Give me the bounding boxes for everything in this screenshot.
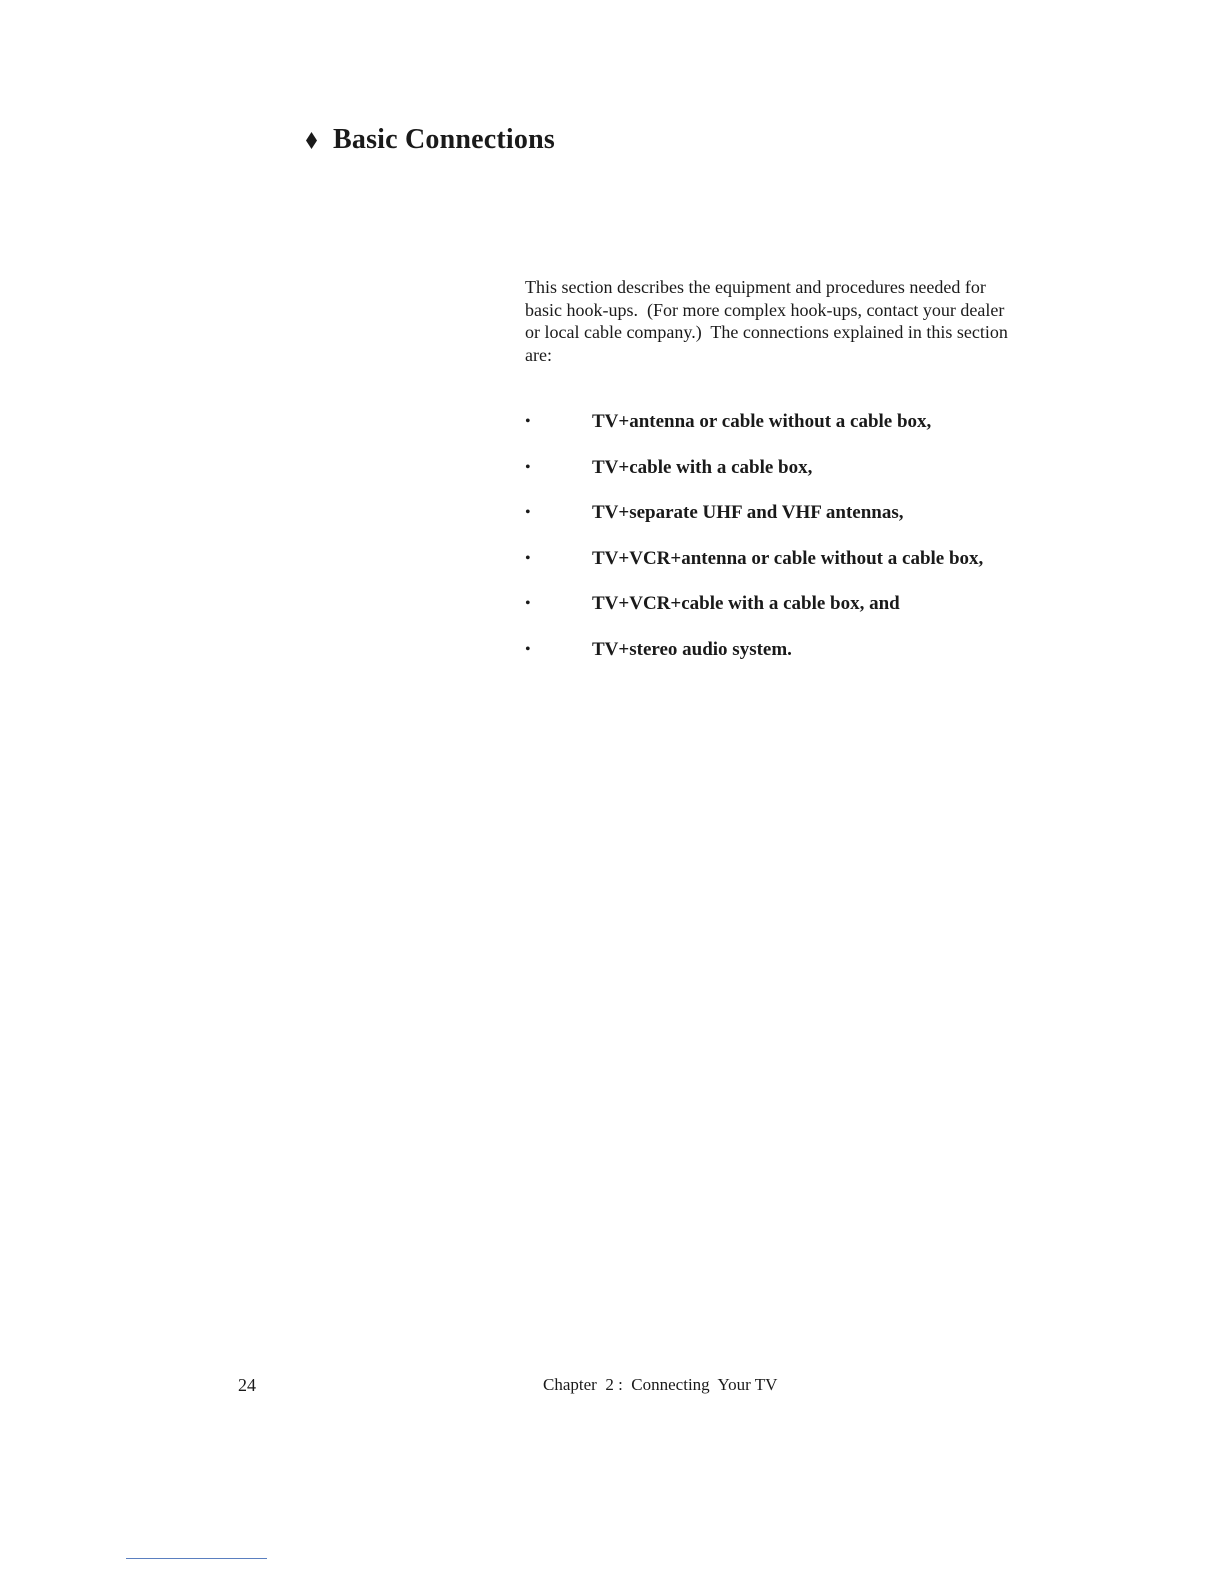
list-item-text: TV+antenna or cable without a cable box, (592, 411, 932, 432)
chapter-footer: Chapter 2 : Connecting Your TV (543, 1375, 778, 1394)
intro-paragraph (525, 276, 1115, 366)
intro-line: are: (525, 344, 552, 365)
list-item (525, 500, 1125, 546)
list-item-text: TV+separate UHF and VHF antennas, (592, 502, 904, 523)
list-item (525, 409, 1125, 455)
bottom-rule (126, 1558, 267, 1559)
intro-line: or local cable company.) The connections explained in this section (525, 322, 1008, 342)
bullet-icon: • (525, 458, 531, 476)
diamond-bullet-icon (306, 132, 317, 149)
bullet-icon: • (525, 640, 531, 658)
list-item-text: TV+VCR+cable with a cable box, and (592, 593, 900, 614)
list-item-text: TV+cable with a cable box, (592, 456, 813, 478)
connections-list (525, 409, 1125, 682)
list-item (525, 455, 1125, 501)
bullet-icon: • (525, 504, 531, 521)
list-item (525, 591, 1125, 637)
bullet-icon: • (525, 549, 531, 567)
list-item (525, 546, 1125, 592)
intro-line: basic hook-ups. (For more complex hook-ups, contact your dealer (525, 299, 1005, 320)
page-title: Basic Connections (333, 124, 555, 155)
page-number: 24 (238, 1375, 256, 1395)
list-item-text: TV+stereo audio system. (592, 638, 792, 660)
list-item (525, 637, 1125, 683)
bullet-icon: • (525, 595, 531, 612)
section-heading (306, 124, 555, 156)
list-item-text: TV+VCR+antenna or cable without a cable box, (592, 547, 984, 569)
intro-line: This section describes the equipment and procedures needed for (525, 277, 986, 297)
bullet-icon: • (525, 413, 531, 430)
